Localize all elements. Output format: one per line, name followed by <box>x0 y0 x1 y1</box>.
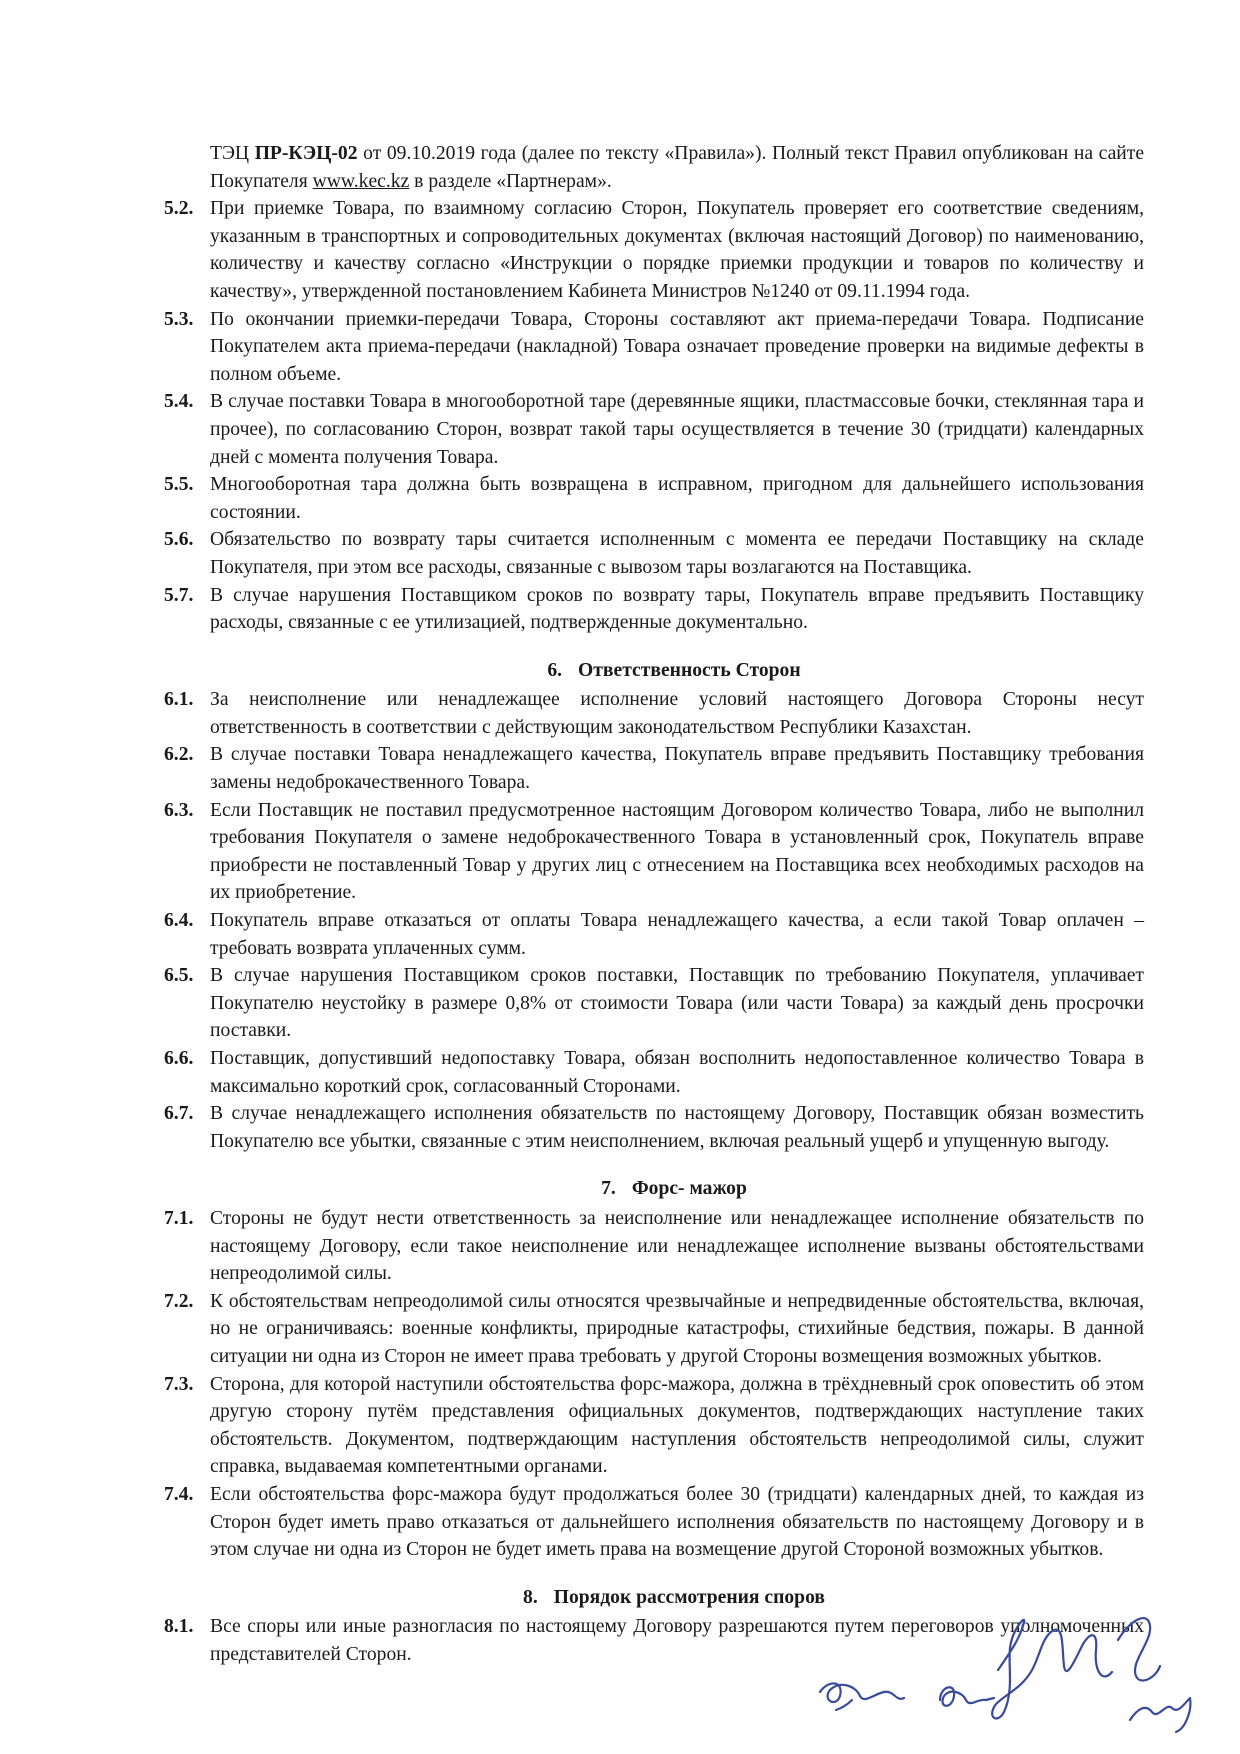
clause-text: В случае ненадлежащего исполнения обязательств по настоящему Договору, Поставщик обязан возместить Покупателю все убытки, связанные с этим неисполнением, включая реальный ущерб и упущенную выгоду. <box>210 1103 1144 1152</box>
intro-paragraph <box>210 140 1144 195</box>
clause-text: В случае нарушения Поставщиком сроков поставки, Поставщик по требованию Покупателя, уплачивает Покупателю неустойку в размере 0,8% от стоимости Товара (или части Товара) за каждый день просрочки поставки. <box>210 965 1144 1042</box>
section-heading <box>164 1175 1144 1203</box>
clause-text: Сторона, для которой наступили обстоятельства форс-мажора, должна в трёхдневный срок оповестить об этом другую сторону путём представления официальных документов, подтверждающих наступление таких обстоятельств. Документом, подтверждающим наступления обстоятельств непреодолимой силы, служит справка, выдаваемая компетентными органами. <box>210 1373 1144 1478</box>
clause-text: Если обстоятельства форс-мажора будут продолжаться более 30 (тридцати) календарных дней, то каждая из Сторон будет иметь право отказаться от дальнейшего исполнения обязательств по настоящему Договору и в этом случае ни одна из Сторон не будет иметь права на возмещение другой Стороной возможных убытков. <box>210 1483 1144 1561</box>
clause <box>164 1371 1144 1481</box>
clause-text: Многооборотная тара должна быть возвращена в исправном, пригодном для дальнейшего использования состоянии. <box>210 474 1144 523</box>
intro-prefix: ТЭЦ <box>210 143 255 164</box>
rules-code: ПР-КЭЦ-02 <box>254 143 358 164</box>
clause-text: Все споры или иные разногласия по настоящему Договору разрешаются путем переговоров уполномоченных представителей Сторон. <box>210 1616 1144 1665</box>
clause-number: 6.6. <box>164 1048 194 1069</box>
handwritten-signature <box>800 1600 1220 1750</box>
clause-number: 6.1. <box>164 689 194 711</box>
clause-number: 5.3. <box>164 308 194 330</box>
clause <box>164 797 1144 907</box>
clause <box>164 962 1144 1045</box>
clause-text: В случае поставки Товара в многооборотной таре (деревянные ящики, пластмассовые бочки, стеклянная тара и прочее), по согласованию Сторон, возврат такой тары осуществляется в течение 30 (тридцати) календарных дней с момента получения Товара. <box>210 391 1144 468</box>
clause <box>164 526 1144 581</box>
clause-text: К обстоятельствам непреодолимой силы относятся чрезвычайные и непредвиденные обстоятельства, включая, но не ограничиваясь: военные конфликты, природные катастрофы, стихийные бедствия, пожары. В данной ситуации ни одна из Сторон не имеет права требовать у другой Стороны возмещения возможных убытков. <box>210 1290 1144 1367</box>
clause-number: 5.4. <box>164 391 194 413</box>
clause <box>164 388 1144 471</box>
clause-text: Поставщик, допустивший недопоставку Товара, обязан восполнить недопоставленное количество Товара в максимально короткий срок, согласованный Сторонами. <box>210 1048 1144 1097</box>
clause-number: 7.3. <box>164 1373 194 1395</box>
clause <box>164 1481 1144 1564</box>
clause-number: 7.2. <box>164 1290 194 1312</box>
clause-number: 6.3. <box>164 799 194 821</box>
clause-number: 7.4. <box>164 1483 194 1505</box>
document-body <box>164 140 1144 1668</box>
clause <box>164 741 1144 796</box>
clause-number: 6.7. <box>164 1103 194 1125</box>
sections-container <box>164 195 1144 1668</box>
section-heading-title: Порядок рассмотрения споров <box>553 1586 825 1608</box>
section-heading-number: 7. <box>601 1178 616 1200</box>
clause-number: 6.5. <box>164 965 194 987</box>
clause-text: Стороны не будут нести ответственность за неисполнение или ненадлежащее исполнение обязательств по настоящему Договору, если такое неисполнение или ненадлежащее исполнение вызваны обстоятельствами непреодолимой силы. <box>210 1207 1144 1285</box>
clause <box>164 195 1144 305</box>
clause-text: Обязательство по возврату тары считается исполненным с момента ее передачи Поставщику на складе Покупателя, при этом все расходы, связанные с вывозом тары возлагаются на Поставщика. <box>210 529 1144 578</box>
clause <box>164 907 1144 962</box>
section-heading-number: 8. <box>523 1586 538 1608</box>
clause-text: В случае нарушения Поставщиком сроков по возврату тары, Покупатель вправе предъявить Поставщику расходы, связанные с ее утилизацией, подтвержденные документально. <box>210 584 1144 634</box>
clause-number: 7.1. <box>164 1207 194 1229</box>
clause-number: 5.5. <box>164 474 194 496</box>
clause-text: По окончании приемки-передачи Товара, Стороны составляют акт приема-передачи Товара. Подписание Покупателем акта приема-передачи (накладной) Товара означает проведение проверки на видимые дефекты в полном объеме. <box>210 308 1144 385</box>
website-link[interactable]: www.kec.kz <box>312 170 410 192</box>
clause <box>164 1100 1144 1155</box>
section-heading-number: 6. <box>547 659 563 681</box>
clause <box>164 1045 1144 1100</box>
clause-text: В случае поставки Товара ненадлежащего качества, Покупатель вправе предъявить Поставщику требования замены недоброкачественного Товара. <box>210 744 1144 794</box>
clause-text: Если Поставщик не поставил предусмотренное настоящим Договором количество Товара, либо не выполнил требования Покупателя о замене недоброкачественного Товара в установленный срок, Покупатель вправе приобрести не поставленный Товар у других лиц с отнесением на Поставщика всех необходимых расходов на их приобретение. <box>210 799 1144 904</box>
section-heading <box>164 657 1144 685</box>
clause <box>164 306 1144 389</box>
section-heading-title: Ответственность Сторон <box>578 659 801 681</box>
clause-number: 6.4. <box>164 910 194 932</box>
clause <box>164 1288 1144 1371</box>
clause-number: 6.2. <box>164 744 194 766</box>
intro-suffix: в разделе «Партнерам». <box>409 170 612 192</box>
intro-middle: от 09.10.2019 года (далее по тексту «Правила»). Полный текст Правил опубликован на сайте Покупателя <box>210 143 1145 192</box>
clause-number: 5.7. <box>164 584 194 606</box>
clause-text: За неисполнение или ненадлежащее исполнение условий настоящего Договора Стороны несут ответственность в соответствии с действующим законодательством Республики Казахстан. <box>210 689 1144 738</box>
clause-text: Покупатель вправе отказаться от оплаты Товара ненадлежащего качества, а если такой Товар оплачен – требовать возврата уплаченных сумм. <box>210 910 1144 959</box>
clause-text: При приемке Товара, по взаимному согласию Сторон, Покупатель проверяет его соответствие сведениям, указанным в транспортных и сопроводительных документах (включая настоящий Договор) по наименованию, количеству и качеству согласно «Инструкции о порядке приемки продукции и товаров по количеству и качеству», утвержденной постановлением Кабинета Министров №1240 от 09.11.1994 года. <box>210 198 1144 302</box>
clause <box>164 471 1144 526</box>
clause <box>164 686 1144 741</box>
clause <box>164 1205 1144 1288</box>
clause-number: 5.2. <box>164 198 194 220</box>
section-heading-title: Форс- мажор <box>631 1178 747 1200</box>
clause-number: 8.1. <box>164 1616 194 1638</box>
clause-number: 5.6. <box>164 529 194 551</box>
clause <box>164 582 1144 637</box>
